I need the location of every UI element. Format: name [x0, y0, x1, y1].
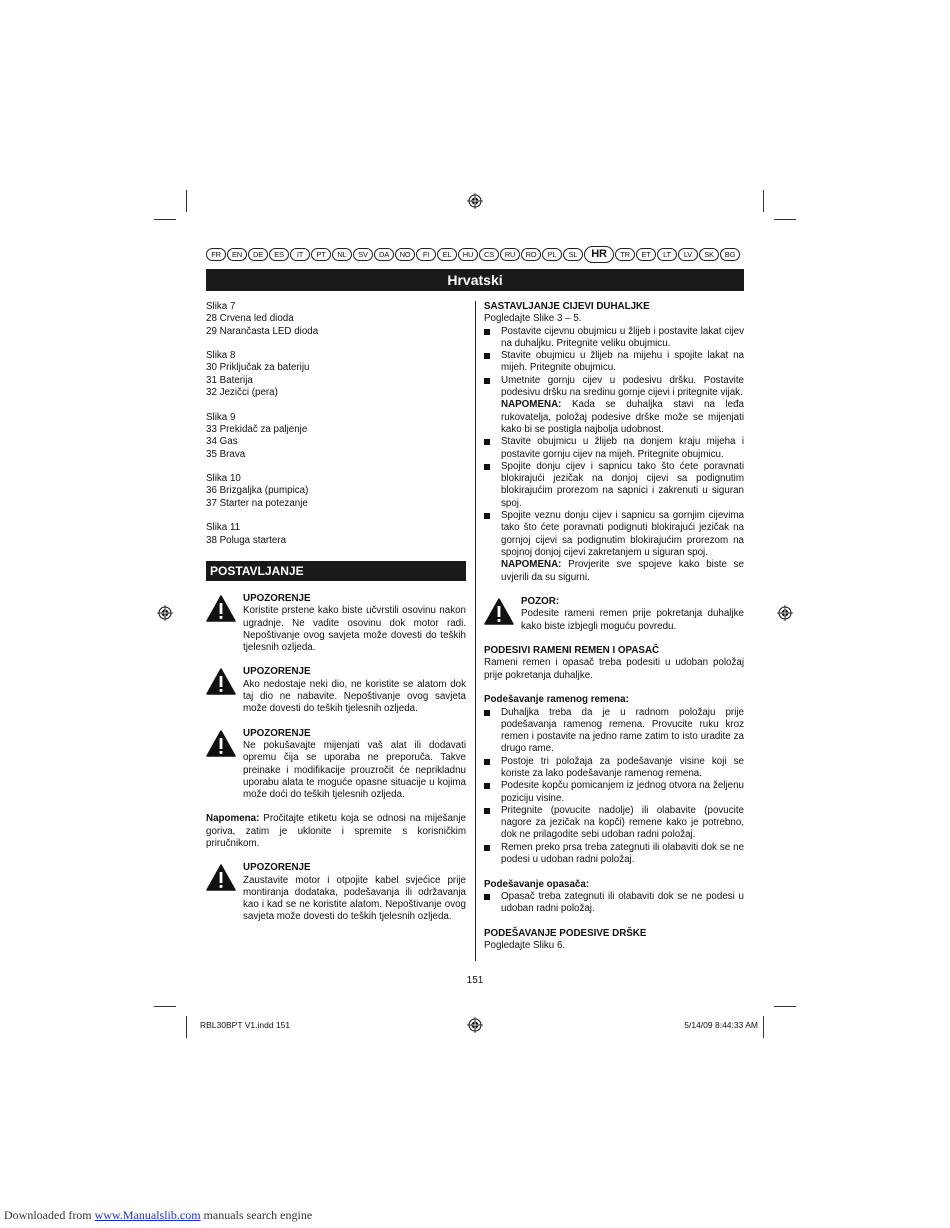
footer-file: RBL30BPT V1.indd 151 — [200, 1020, 291, 1030]
warning-triangle-icon — [206, 728, 243, 802]
lang-sk: SK — [699, 248, 719, 261]
figure-legend — [206, 301, 466, 338]
handle-reference: Pogledajte Sliku 6. — [484, 940, 566, 952]
legend-item: 36 Brizgaljka (pumpica) — [206, 485, 309, 497]
list-item — [484, 510, 744, 584]
warning-text: Ako nedostaje neki dio, ne koristite se alatom dok taj dio ne nabavite. Nepoštivanje ovog savjeta može dovesti do teških tjelesnih ozljeda. — [243, 678, 466, 715]
shoulder-strap-steps — [484, 707, 744, 867]
legend-item: 32 Jezičci (pera) — [206, 387, 278, 399]
list-item: Stavite obujmicu u žlijeb na donjem kraju mijeha i postavite gornju cijev na mijeh. Pritegnite obujmicu. — [484, 436, 744, 461]
lang-nl: NL — [332, 248, 352, 261]
list-item: Podesite kopču pomicanjem iz jednog otvora na željenu poziciju visine. — [484, 780, 744, 805]
registration-mark-icon — [467, 193, 483, 209]
list-item: Duhaljka treba da je u radnom položaju prije podešavanja ramenog remena. Provucite ruku kroz remen i postavite na jedno rame zatim to isto uradite za drugo rame. — [484, 707, 744, 756]
list-item: Remen preko prsa treba zategnuti ili olabaviti dok se ne podesi u udoban radni položaj. — [484, 842, 744, 867]
caution-text: Podesite rameni remen prije pokretanja duhaljke kako biste izbjegli moguću povredu. — [521, 608, 744, 632]
list-item: Pritegnite (povucite nadolje) ili olabavite (povucite nagore za jezičak na kopči) remene kako je potrebno, dok ne prilagodite sebi udoban radni položaj. — [484, 805, 744, 842]
list-item-text: Umetnite gornju cijev u podesivu dršku. Postavite podesivu dršku na sredinu gornje cijevi i pritegnite vijak. — [501, 374, 744, 399]
download-credit — [4, 1208, 312, 1223]
legend-item: 31 Baterija — [206, 374, 253, 386]
note-paragraph — [206, 813, 466, 850]
warning-block — [206, 862, 466, 923]
crop-mark — [186, 190, 187, 212]
list-item-text: Spojite veznu donju cijev i sapnicu sa gornjim cijevima tako što ćete poravnati podignuti blokirajući jezičak na gornjoj cijevi sa podignutim blokirajućim prorezom na spojnoj donjoj cijevi zakretanjem u siguran spoj. — [501, 510, 744, 558]
list-item: Opasač treba zategnuti ili olabaviti dok se ne podesi u udoban radni položaj. — [484, 891, 744, 916]
legend-item: 35 Brava — [206, 448, 246, 460]
figure-legend — [206, 473, 466, 510]
lang-no: NO — [395, 248, 415, 261]
list-item: Postoje tri položaja za podešavanje visine koji se koriste za lako podešavanje ramenog remena. — [484, 756, 744, 781]
lang-el: EL — [437, 248, 457, 261]
crop-mark — [774, 1006, 796, 1007]
manualslib-link[interactable]: www.Manualslib.com — [94, 1208, 201, 1222]
shoulder-strap-heading: Podešavanje ramenog remena: — [484, 694, 629, 706]
crop-mark — [763, 1016, 764, 1038]
lang-en: EN — [227, 248, 247, 261]
lang-ro: RO — [521, 248, 541, 261]
warning-block — [206, 593, 466, 654]
legend-item: 38 Poluga startera — [206, 534, 287, 546]
column-divider — [475, 301, 476, 961]
lang-et: ET — [636, 248, 656, 261]
figure-label: Slika 8 — [206, 350, 236, 362]
list-item: Spojite donju cijev i sapnicu tako što ćete poravnati blokirajući jezičak na donjoj cijevi sa podignutim blokirajućim prorezom na sapnici i zakrenuti u siguran spoj. — [484, 461, 744, 510]
page-number: 151 — [466, 975, 484, 986]
registration-mark-icon — [777, 605, 793, 621]
lang-fr: FR — [206, 248, 226, 261]
lang-de: DE — [248, 248, 268, 261]
warning-title: UPOZORENJE — [243, 862, 311, 874]
crop-mark — [186, 1016, 187, 1038]
napomena-text: Provjerite sve spojeve kako biste se uvjerili da su sigurni. — [501, 559, 744, 583]
legend-item: 37 Starter na potezanje — [206, 497, 308, 509]
legend-item: 30 Priključak za bateriju — [206, 362, 310, 374]
list-item — [484, 375, 744, 436]
legend-item: 28 Crvena led dioda — [206, 313, 294, 325]
lang-pl: PL — [542, 248, 562, 261]
warning-title: UPOZORENJE — [243, 727, 311, 739]
assembly-steps — [484, 326, 744, 584]
language-selector — [206, 246, 744, 262]
lang-bg: BG — [720, 248, 740, 261]
warning-title: UPOZORENJE — [243, 592, 311, 604]
warning-triangle-icon — [206, 862, 243, 923]
lang-da: DA — [374, 248, 394, 261]
strap-text: Rameni remen i opasač treba podesiti u udoban položaj prije pokretanja duhaljke. — [484, 657, 744, 681]
lang-tr: TR — [615, 248, 635, 261]
registration-mark-icon — [157, 605, 173, 621]
footer-date: 5/14/09 8:44:33 AM — [684, 1020, 758, 1030]
figure-legend — [206, 412, 466, 461]
assembly-heading: SASTAVLJANJE CIJEVI DUHALJKE — [484, 301, 650, 312]
left-column — [206, 301, 466, 936]
lang-pt: PT — [311, 248, 331, 261]
figure-legend — [206, 350, 466, 399]
lang-sl: SL — [563, 248, 583, 261]
warning-text: Ne pokušavajte mijenjati vaš alat ili dodavati opremu čija se uporaba ne preporuča. Takve preinake i modifikacije prouzročit će neprikladnu uporabu alata te moguće opasne situacije u kojima može doći do teških tjelesnih ozljeda. — [243, 739, 466, 801]
warning-text: Koristite prstene kako biste učvrstili osovinu nakon ugradnje. Ne vadite osovinu dok motor radi. Nepoštivanje ovog savjeta može dovesti do teških tjelesnih ozljeda. — [243, 605, 466, 654]
crop-mark — [763, 190, 764, 212]
lang-it: IT — [290, 248, 310, 261]
napomena-text: Kada se duhaljka stavi na leđa rukovatelja, položaj podesive drške može se mijenjati kako bi se postigla najbolja udobnost. — [501, 399, 744, 435]
warning-block — [206, 666, 466, 715]
warning-text: Zaustavite motor i otpojite kabel svjećice prije montiranja dodataka, podešavanja ili održavanja kao i kad se ne koristite alatom. Nepoštivanje ovog savjeta može dovesti do teških tjelesnih ozljeda. — [243, 874, 466, 923]
assembly-reference: Pogledajte Slike 3 – 5. — [484, 313, 582, 325]
napomena-label: NAPOMENA: — [501, 399, 562, 411]
language-title: Hrvatski — [206, 269, 744, 291]
lang-lv: LV — [678, 248, 698, 261]
legend-item: 34 Gas — [206, 436, 238, 448]
handle-heading: PODEŠAVANJE PODESIVE DRŠKE — [484, 927, 647, 939]
registration-mark-icon — [467, 1017, 483, 1033]
warning-triangle-icon — [484, 596, 521, 633]
lang-hu: HU — [458, 248, 478, 261]
strap-heading: PODESIVI RAMENI REMEN I OPASAČ — [484, 645, 660, 657]
right-column — [484, 301, 744, 952]
lang-fi: FI — [416, 248, 436, 261]
crop-mark — [154, 219, 176, 220]
download-prefix: Downloaded from — [4, 1208, 95, 1222]
caution-title: POZOR: — [521, 596, 560, 608]
lang-hr-active: HR — [584, 246, 614, 263]
section-title: POSTAVLJANJE — [206, 561, 466, 581]
legend-item: 33 Prekidač za paljenje — [206, 423, 308, 435]
lang-sv: SV — [353, 248, 373, 261]
warning-triangle-icon — [206, 666, 243, 715]
lang-es: ES — [269, 248, 289, 261]
crop-mark — [774, 219, 796, 220]
figure-label: Slika 10 — [206, 473, 241, 485]
caution-block — [484, 596, 744, 633]
list-item: Stavite obujmicu u žlijeb na mijehu i spojite lakat na mijeh. Pritegnite obujmicu. — [484, 350, 744, 375]
lang-ru: RU — [500, 248, 520, 261]
warning-triangle-icon — [206, 593, 243, 654]
note-label: Napomena: — [206, 813, 260, 825]
note-text: Pročitajte etiketu koja se odnosi na miješanje goriva, zatim je uklonite i spremite s korisničkim priručnikom. — [206, 813, 466, 849]
warning-title: UPOZORENJE — [243, 666, 311, 678]
download-suffix: manuals search engine — [200, 1208, 313, 1222]
figure-label: Slika 9 — [206, 411, 236, 423]
figure-label: Slika 11 — [206, 522, 241, 534]
lang-lt: LT — [657, 248, 677, 261]
list-item: Postavite cijevnu obujmicu u žlijeb i postavite lakat cijev na duhaljku. Pritegnite veliku obujmicu. — [484, 326, 744, 351]
figure-label: Slika 7 — [206, 301, 236, 312]
warning-block — [206, 728, 466, 802]
lang-cs: CS — [479, 248, 499, 261]
waist-belt-heading: Podešavanje opasača: — [484, 878, 590, 890]
crop-mark — [154, 1006, 176, 1007]
waist-belt-steps — [484, 891, 744, 916]
figure-legend — [206, 522, 466, 547]
legend-item: 29 Narančasta LED dioda — [206, 325, 319, 337]
napomena-label: NAPOMENA: — [501, 559, 562, 571]
